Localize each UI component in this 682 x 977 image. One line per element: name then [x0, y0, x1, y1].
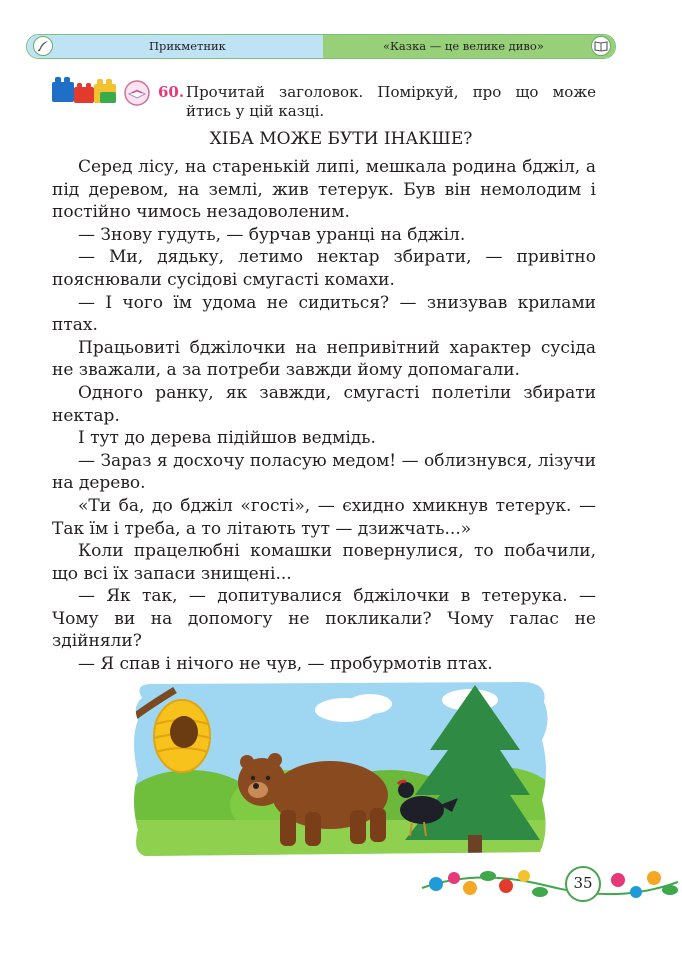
header-section-topic: [27, 35, 323, 58]
story-paragraph: Серед лісу, на старенькій липі, мешкала родина бджіл, а під деревом, на землі, жив тетерук. Був він немолодим і постійно чимось незадоволеним.: [52, 157, 596, 223]
story-paragraph: Працьовиті бджілочки на непривітний характер сусіда не зважали, а за потреби завжди йому допомагали.: [52, 337, 596, 381]
story-paragraph: — Як так, — допитувалися бджілочки в тетерука. — Чому ви на допомогу не покликали? Чому галас не здійняли?: [52, 586, 596, 652]
story-paragraph: Одного ранку, як завжди, смугасті полетіли збирати нектар.: [52, 382, 596, 426]
story-paragraph: — Зараз я досхочу поласую медом! — облизнувся, лізучи на дерево.: [52, 450, 596, 494]
page-header: [26, 34, 616, 59]
forest-illustration: [130, 680, 550, 860]
building-blocks-icon: [50, 74, 120, 106]
story-paragraph: Коли працелюбні комашки повернулися, то побачили, що всі їх запаси знищені...: [52, 541, 596, 584]
header-unit-label: «Казка — це велике диво»: [383, 39, 544, 53]
header-topic-label: Прикметник: [149, 39, 226, 53]
story-paragraph: «Ти ба, до бджіл «гості», — єхидно хмикнув тетерук. — Так їм і треба, а то літають тут — дзижчать...»: [52, 495, 596, 539]
story-paragraph: — І чого їм удома не сидиться? — знизував крилами птах.: [52, 292, 596, 336]
story-paragraph: — Я спав і нічого не чув, — пробурмотів птах.: [78, 654, 493, 675]
floral-ornament: [418, 858, 682, 910]
quill-icon: [33, 36, 53, 56]
story-text: [52, 156, 596, 676]
page-number: 35: [565, 866, 601, 902]
task-instruction: Прочитай заголовок. Поміркуй, про що може йтись у цій казці.: [186, 83, 596, 120]
story-paragraph: — Ми, дядьку, летимо нектар збирати, — привітно пояснювали сусідові смугасті комахи.: [52, 247, 596, 290]
story-paragraph: І тут до дерева підійшов ведмідь.: [78, 428, 376, 449]
story-paragraph: — Знову гудуть, — бурчав уранці на бджіл.: [78, 224, 466, 245]
story-title: ХІБА МОЖЕ БУТИ ІНАКШЕ?: [209, 129, 473, 149]
task-number: 60.: [158, 83, 185, 101]
open-book-icon: [591, 36, 611, 56]
reading-disc-icon: [123, 80, 151, 106]
header-section-unit: [323, 35, 615, 58]
